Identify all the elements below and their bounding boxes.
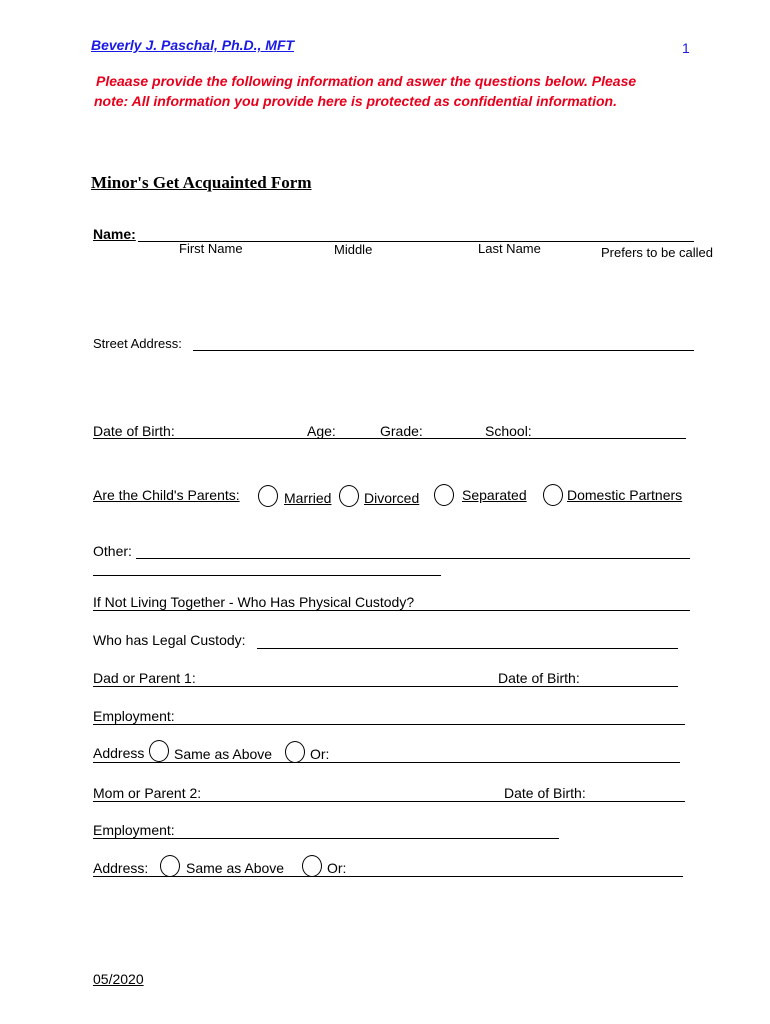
legal-custody-label: Who has Legal Custody:	[93, 632, 246, 648]
preferred-name-caption: Prefers to be called	[601, 245, 714, 260]
parent2-dob-label: Date of Birth:	[504, 785, 586, 801]
physical-custody-field[interactable]	[93, 610, 690, 611]
middle-name-caption: Middle	[334, 242, 373, 257]
parent2-address-label: Address:	[93, 860, 149, 876]
parent2-or-label: Or:	[327, 860, 347, 876]
page-number: 1	[682, 40, 690, 56]
street-address-field[interactable]	[193, 350, 694, 351]
parent1-address-field[interactable]	[93, 762, 680, 763]
notice-line-2: note: All information you provide here is protected as confidential information.	[94, 93, 617, 109]
other-label: Other:	[93, 543, 132, 559]
form-title: Minor's Get Acquainted Form	[91, 173, 312, 192]
last-name-caption: Last Name	[478, 241, 541, 256]
parent2-address-field[interactable]	[93, 876, 683, 877]
legal-custody-field[interactable]	[257, 648, 678, 649]
parent2-or-radio[interactable]	[302, 855, 322, 877]
separated-radio[interactable]	[434, 484, 454, 506]
parent2-field-line[interactable]	[93, 801, 685, 802]
other-field-line-1[interactable]	[136, 558, 690, 559]
married-radio[interactable]	[258, 485, 278, 507]
parent2-employment-label: Employment:	[93, 822, 175, 838]
domestic-partners-option: Domestic Partners	[567, 487, 683, 503]
parent1-dob-label: Date of Birth:	[498, 670, 580, 686]
parents-status-label: Are the Child's Parents:	[93, 487, 240, 503]
domestic-partners-radio[interactable]	[543, 484, 563, 506]
name-label: Name:	[93, 226, 136, 242]
parent2-same-as-above-radio[interactable]	[160, 855, 180, 877]
parent2-same-as-above-label: Same as Above	[186, 860, 285, 876]
parent1-employment-field[interactable]	[93, 724, 685, 725]
other-field-line-2[interactable]	[93, 575, 441, 576]
school-label: School:	[485, 423, 532, 439]
author-header: Beverly J. Paschal, Ph.D., MFT	[91, 37, 295, 53]
age-label: Age:	[307, 423, 336, 439]
first-name-caption: First Name	[179, 241, 243, 256]
divorced-radio[interactable]	[339, 485, 359, 507]
parent1-field-line[interactable]	[93, 686, 678, 687]
parent1-address-label: Address	[93, 745, 145, 761]
street-address-label: Street Address:	[93, 336, 182, 351]
parent1-same-as-above-label: Same as Above	[174, 746, 273, 762]
grade-label: Grade:	[380, 423, 423, 439]
parent1-or-label: Or:	[310, 746, 330, 762]
parent1-label: Dad or Parent 1:	[93, 670, 196, 686]
married-option: Married	[284, 490, 332, 506]
notice-line-1: Pleaase provide the following information and aswer the questions below. Please	[96, 73, 637, 89]
revision-date: 05/2020	[93, 971, 144, 987]
parent1-employment-label: Employment:	[93, 708, 175, 724]
physical-custody-label: If Not Living Together - Who Has Physical Custody?	[93, 594, 415, 610]
dob-label: Date of Birth:	[93, 423, 175, 439]
parent1-or-radio[interactable]	[285, 741, 305, 763]
separated-option: Separated	[462, 487, 527, 503]
parent1-same-as-above-radio[interactable]	[149, 740, 169, 762]
birth-row-field-line[interactable]	[93, 438, 686, 439]
parent2-employment-field[interactable]	[93, 838, 559, 839]
parent2-label: Mom or Parent 2:	[93, 785, 202, 801]
divorced-option: Divorced	[364, 490, 420, 506]
